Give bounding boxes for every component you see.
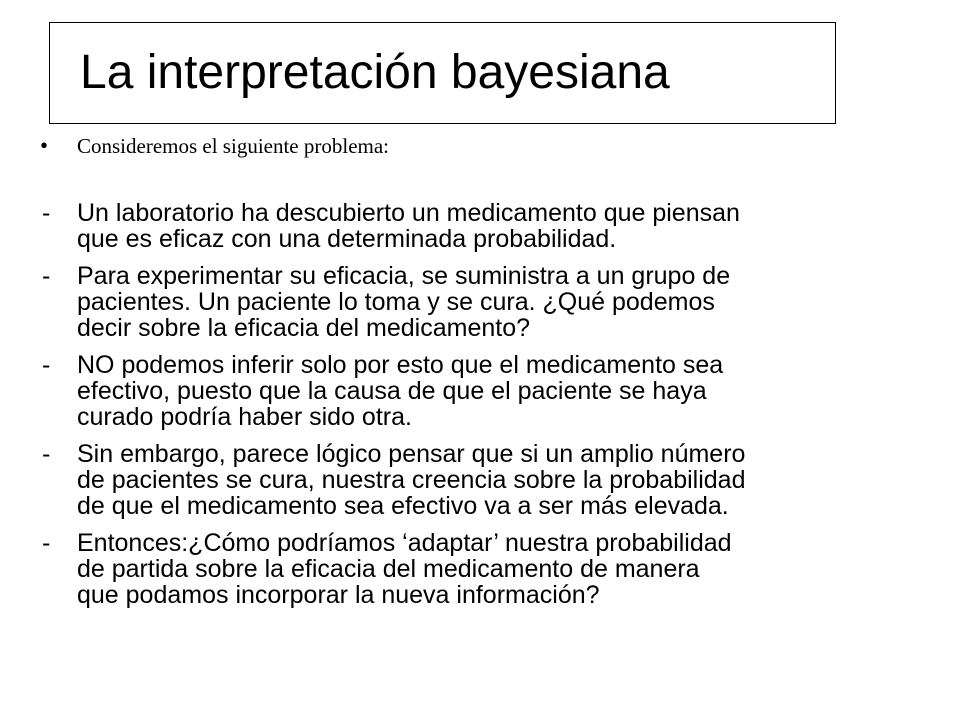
text-line: decir sobre la eficacia del medicamento? [77, 314, 531, 342]
list-item-text [77, 200, 942, 252]
text-line: Entonces:¿Cómo podríamos ‘adaptar’ nuestra probabilidad [77, 529, 732, 557]
list-item [42, 200, 942, 252]
dash-marker: - [42, 529, 51, 557]
text-line: curado podría haber sido otra. [77, 403, 412, 431]
dash-list [42, 200, 942, 619]
slide-title: La interpretación bayesiana [80, 46, 670, 99]
dash-marker: - [42, 351, 51, 379]
list-item-text [77, 263, 942, 341]
bullet-marker: • [40, 133, 49, 158]
list-item-text [77, 352, 942, 430]
list-item [42, 530, 942, 608]
list-item-text [77, 441, 942, 519]
text-line: de que el medicamento sea efectivo va a ser más elevada. [77, 492, 729, 520]
text-line: Un laboratorio ha descubierto un medicamento que piensan [77, 199, 740, 227]
text-line: Sin embargo, parece lógico pensar que si un amplio número [77, 440, 746, 468]
text-line: que podamos incorporar la nueva información? [77, 581, 600, 609]
list-item [42, 352, 942, 430]
text-line: que es eficaz con una determinada probabilidad. [77, 225, 617, 253]
text-line: efectivo, puesto que la causa de que el paciente se haya [77, 377, 707, 405]
text-line: de pacientes se cura, nuestra creencia sobre la probabilidad [77, 466, 746, 494]
dash-marker: - [42, 262, 51, 290]
intro-text: Consideremos el siguiente problema: [77, 134, 390, 158]
text-line: Para experimentar su eficacia, se suministra a un grupo de [77, 262, 731, 290]
list-item [42, 441, 942, 519]
text-line: NO podemos inferir solo por esto que el medicamento sea [77, 351, 724, 379]
dash-marker: - [42, 440, 51, 468]
list-item-text [77, 530, 942, 608]
intro-bullet-item [40, 133, 389, 159]
title-box [49, 22, 836, 124]
text-line: pacientes. Un paciente lo toma y se cura. ¿Qué podemos [77, 288, 715, 316]
list-item [42, 263, 942, 341]
dash-marker: - [42, 199, 51, 227]
text-line: de partida sobre la eficacia del medicamento de manera [77, 555, 700, 583]
